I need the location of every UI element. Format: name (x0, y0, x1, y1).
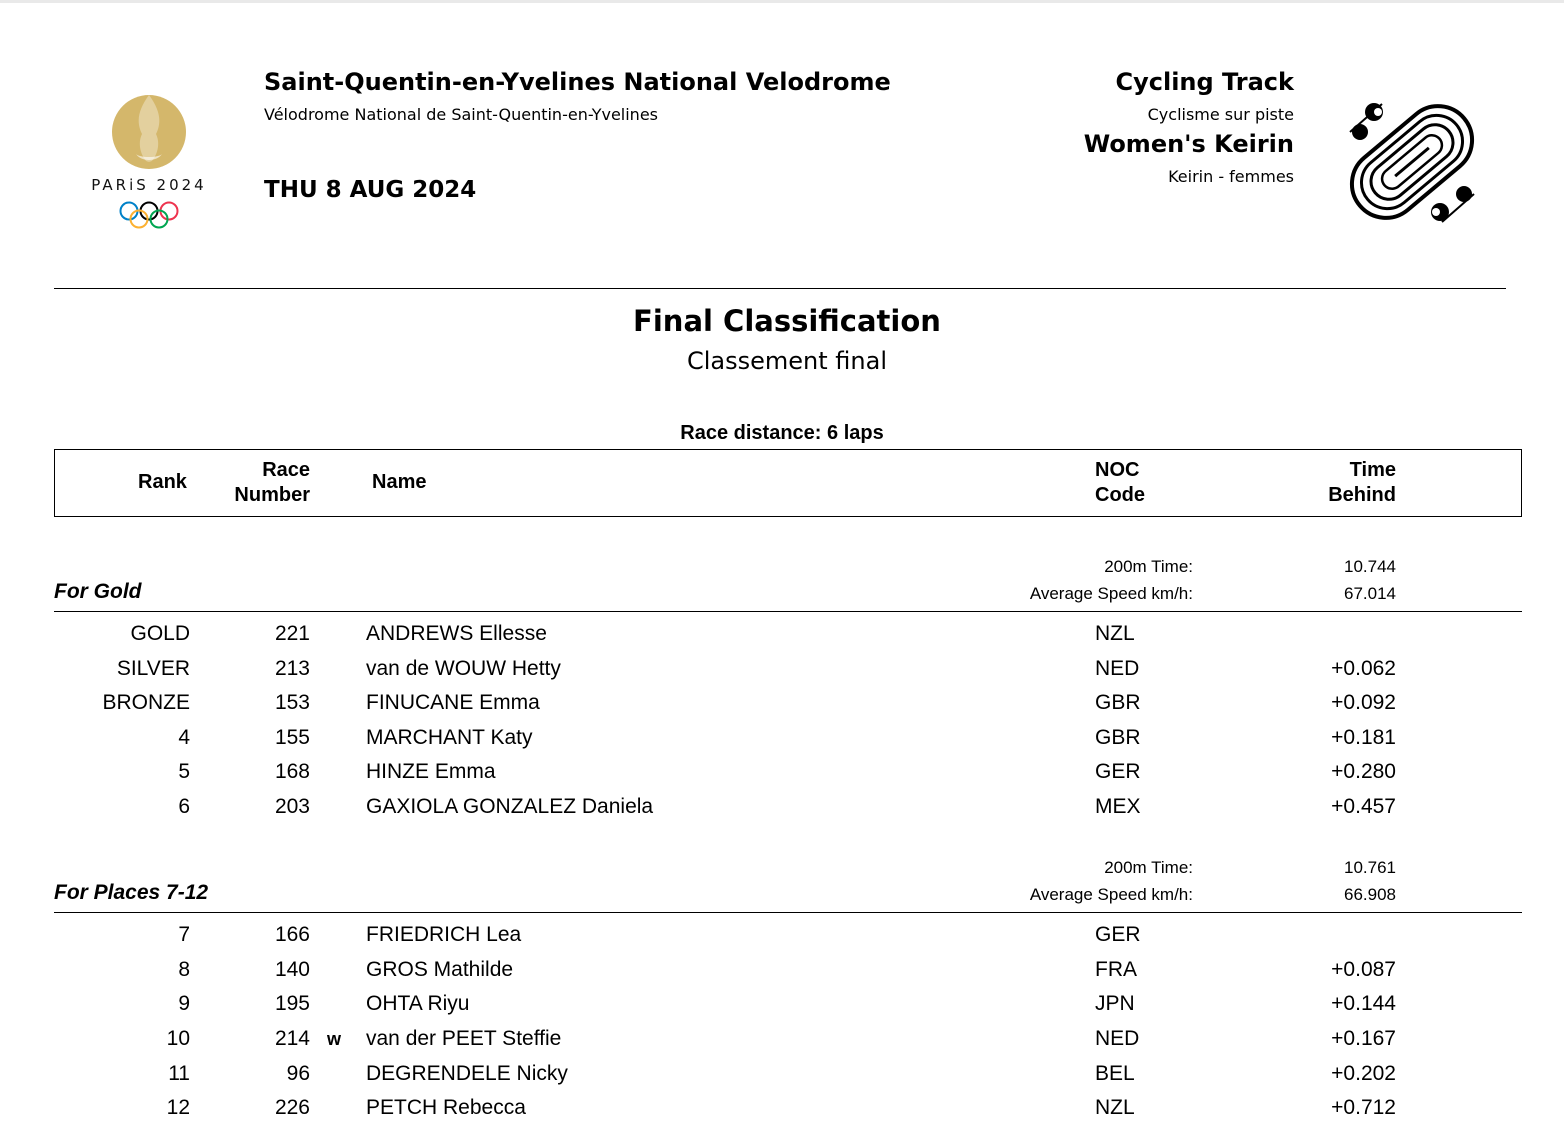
cell-race-number: 155 (274, 726, 310, 749)
cell-rank: 12 (166, 1096, 190, 1119)
cell-noc: GER (1095, 923, 1141, 946)
cell-rank: 8 (178, 958, 190, 981)
table-row (0, 691, 1564, 725)
table-row (0, 923, 1564, 957)
col-time-line1: Time (1349, 459, 1396, 481)
cell-name: van de WOUW Hetty (366, 657, 561, 680)
cell-rank: 10 (166, 1027, 190, 1050)
cell-name: MARCHANT Katy (366, 726, 533, 749)
cell-race-number: 221 (274, 622, 310, 645)
cell-race-number: 226 (274, 1096, 310, 1119)
cell-time-behind: +0.280 (1331, 760, 1396, 783)
table-row (0, 726, 1564, 760)
cell-noc: BEL (1095, 1062, 1135, 1085)
table-row (0, 1062, 1564, 1096)
cell-noc: MEX (1095, 795, 1141, 818)
event-subtitle: Keirin - femmes (1168, 167, 1294, 186)
cell-race-number: 213 (274, 657, 310, 680)
paris-2024-logo (86, 92, 212, 232)
cell-rank: 11 (168, 1062, 190, 1085)
cell-time-behind: +0.202 (1331, 1062, 1396, 1085)
col-rank: Rank (138, 471, 187, 493)
cell-name: GAXIOLA GONZALEZ Daniela (366, 795, 654, 818)
cycling-track-pictogram-icon (1342, 90, 1482, 235)
cell-rank: 6 (178, 795, 190, 818)
cell-race-number: 203 (274, 795, 310, 818)
cell-rank: BRONZE (102, 691, 190, 714)
cell-time-behind: +0.062 (1331, 657, 1396, 680)
cell-noc: JPN (1095, 992, 1135, 1015)
col-race-number-line1: Race (262, 459, 310, 481)
group-speed-value: 66.908 (1344, 885, 1396, 904)
group-speed-label: Average Speed km/h: (1029, 885, 1193, 904)
olympic-rings-icon (118, 200, 180, 230)
cell-time-behind: +0.144 (1331, 992, 1396, 1015)
col-race-number-line2: Number (234, 484, 310, 506)
event-date: THU 8 AUG 2024 (264, 177, 477, 203)
col-noc-code (1095, 458, 1145, 508)
col-race-number (234, 458, 310, 508)
cell-noc: NED (1095, 1027, 1140, 1050)
cell-rank: GOLD (130, 622, 190, 645)
cell-race-number: 153 (274, 691, 310, 714)
cell-time-behind: +0.167 (1331, 1027, 1396, 1050)
cell-name: van der PEET Steffie (366, 1027, 562, 1050)
group-time-value: 10.761 (1344, 858, 1396, 877)
col-noc-line1: NOC (1095, 459, 1140, 481)
cell-noc: GBR (1095, 691, 1141, 714)
group-time-label: 200m Time: (1104, 858, 1193, 877)
cell-name: ANDREWS Ellesse (366, 622, 547, 645)
cell-race-number: 168 (274, 760, 310, 783)
cell-noc: GER (1095, 760, 1141, 783)
event-title: Women's Keirin (1083, 130, 1294, 158)
race-distance: Race distance: 6 laps (680, 422, 884, 444)
table-row (0, 1096, 1564, 1130)
cell-name: HINZE Emma (366, 760, 496, 783)
group-divider (54, 611, 1522, 612)
cell-name: PETCH Rebecca (366, 1096, 526, 1119)
cell-noc: GBR (1095, 726, 1141, 749)
cell-rank: 5 (178, 760, 190, 783)
table-row (0, 760, 1564, 794)
paris-flame-emblem (86, 92, 212, 172)
table-row (0, 1027, 1564, 1061)
cell-name: DEGRENDELE Nicky (366, 1062, 568, 1085)
group-title: For Places 7-12 (54, 881, 209, 904)
sport-title: Cycling Track (1115, 68, 1294, 96)
cell-race-number: 214 (274, 1027, 310, 1050)
table-row (0, 795, 1564, 829)
document-subtitle: Classement final (686, 347, 887, 375)
col-time-behind (1328, 458, 1396, 508)
col-time-line2: Behind (1328, 484, 1396, 506)
cell-race-number: 166 (274, 923, 310, 946)
cell-race-number: 96 (286, 1062, 310, 1085)
header-divider (54, 288, 1506, 289)
table-row (0, 958, 1564, 992)
group-time-label: 200m Time: (1104, 557, 1193, 576)
top-shade (0, 0, 1564, 3)
cell-noc: NZL (1095, 622, 1135, 645)
group-title: For Gold (54, 580, 142, 603)
cell-time-behind: +0.457 (1331, 795, 1396, 818)
col-noc-line2: Code (1095, 484, 1145, 506)
cell-rank: 9 (178, 992, 190, 1015)
table-row (0, 992, 1564, 1026)
cell-time-behind: +0.087 (1331, 958, 1396, 981)
group-divider (54, 912, 1522, 913)
col-name: Name (372, 471, 427, 493)
cell-flag: w (327, 1029, 342, 1049)
cell-time-behind: +0.712 (1331, 1096, 1396, 1119)
table-row (0, 657, 1564, 691)
sport-subtitle: Cyclisme sur piste (1147, 105, 1294, 124)
venue-title: Saint-Quentin-en-Yvelines National Velodrome (264, 68, 891, 96)
group-speed-label: Average Speed km/h: (1029, 584, 1193, 603)
cell-time-behind: +0.092 (1331, 691, 1396, 714)
cell-name: FRIEDRICH Lea (366, 923, 522, 946)
cell-noc: FRA (1095, 958, 1137, 981)
logo-text: PARiS 2024 (91, 176, 207, 194)
cell-rank: 4 (178, 726, 190, 749)
table-row (0, 622, 1564, 656)
document-title: Final Classification (633, 304, 941, 338)
cell-rank: SILVER (116, 657, 190, 680)
cell-rank: 7 (178, 923, 190, 946)
cell-race-number: 140 (274, 958, 310, 981)
cell-name: OHTA Riyu (366, 992, 470, 1015)
venue-subtitle: Vélodrome National de Saint-Quentin-en-Yvelines (264, 105, 658, 124)
cell-noc: NED (1095, 657, 1140, 680)
cell-name: GROS Mathilde (366, 958, 514, 981)
group-time-value: 10.744 (1344, 557, 1396, 576)
cell-noc: NZL (1095, 1096, 1135, 1119)
cell-time-behind: +0.181 (1331, 726, 1396, 749)
group-speed-value: 67.014 (1344, 584, 1396, 603)
cell-name: FINUCANE Emma (366, 691, 540, 714)
cell-race-number: 195 (274, 992, 310, 1015)
